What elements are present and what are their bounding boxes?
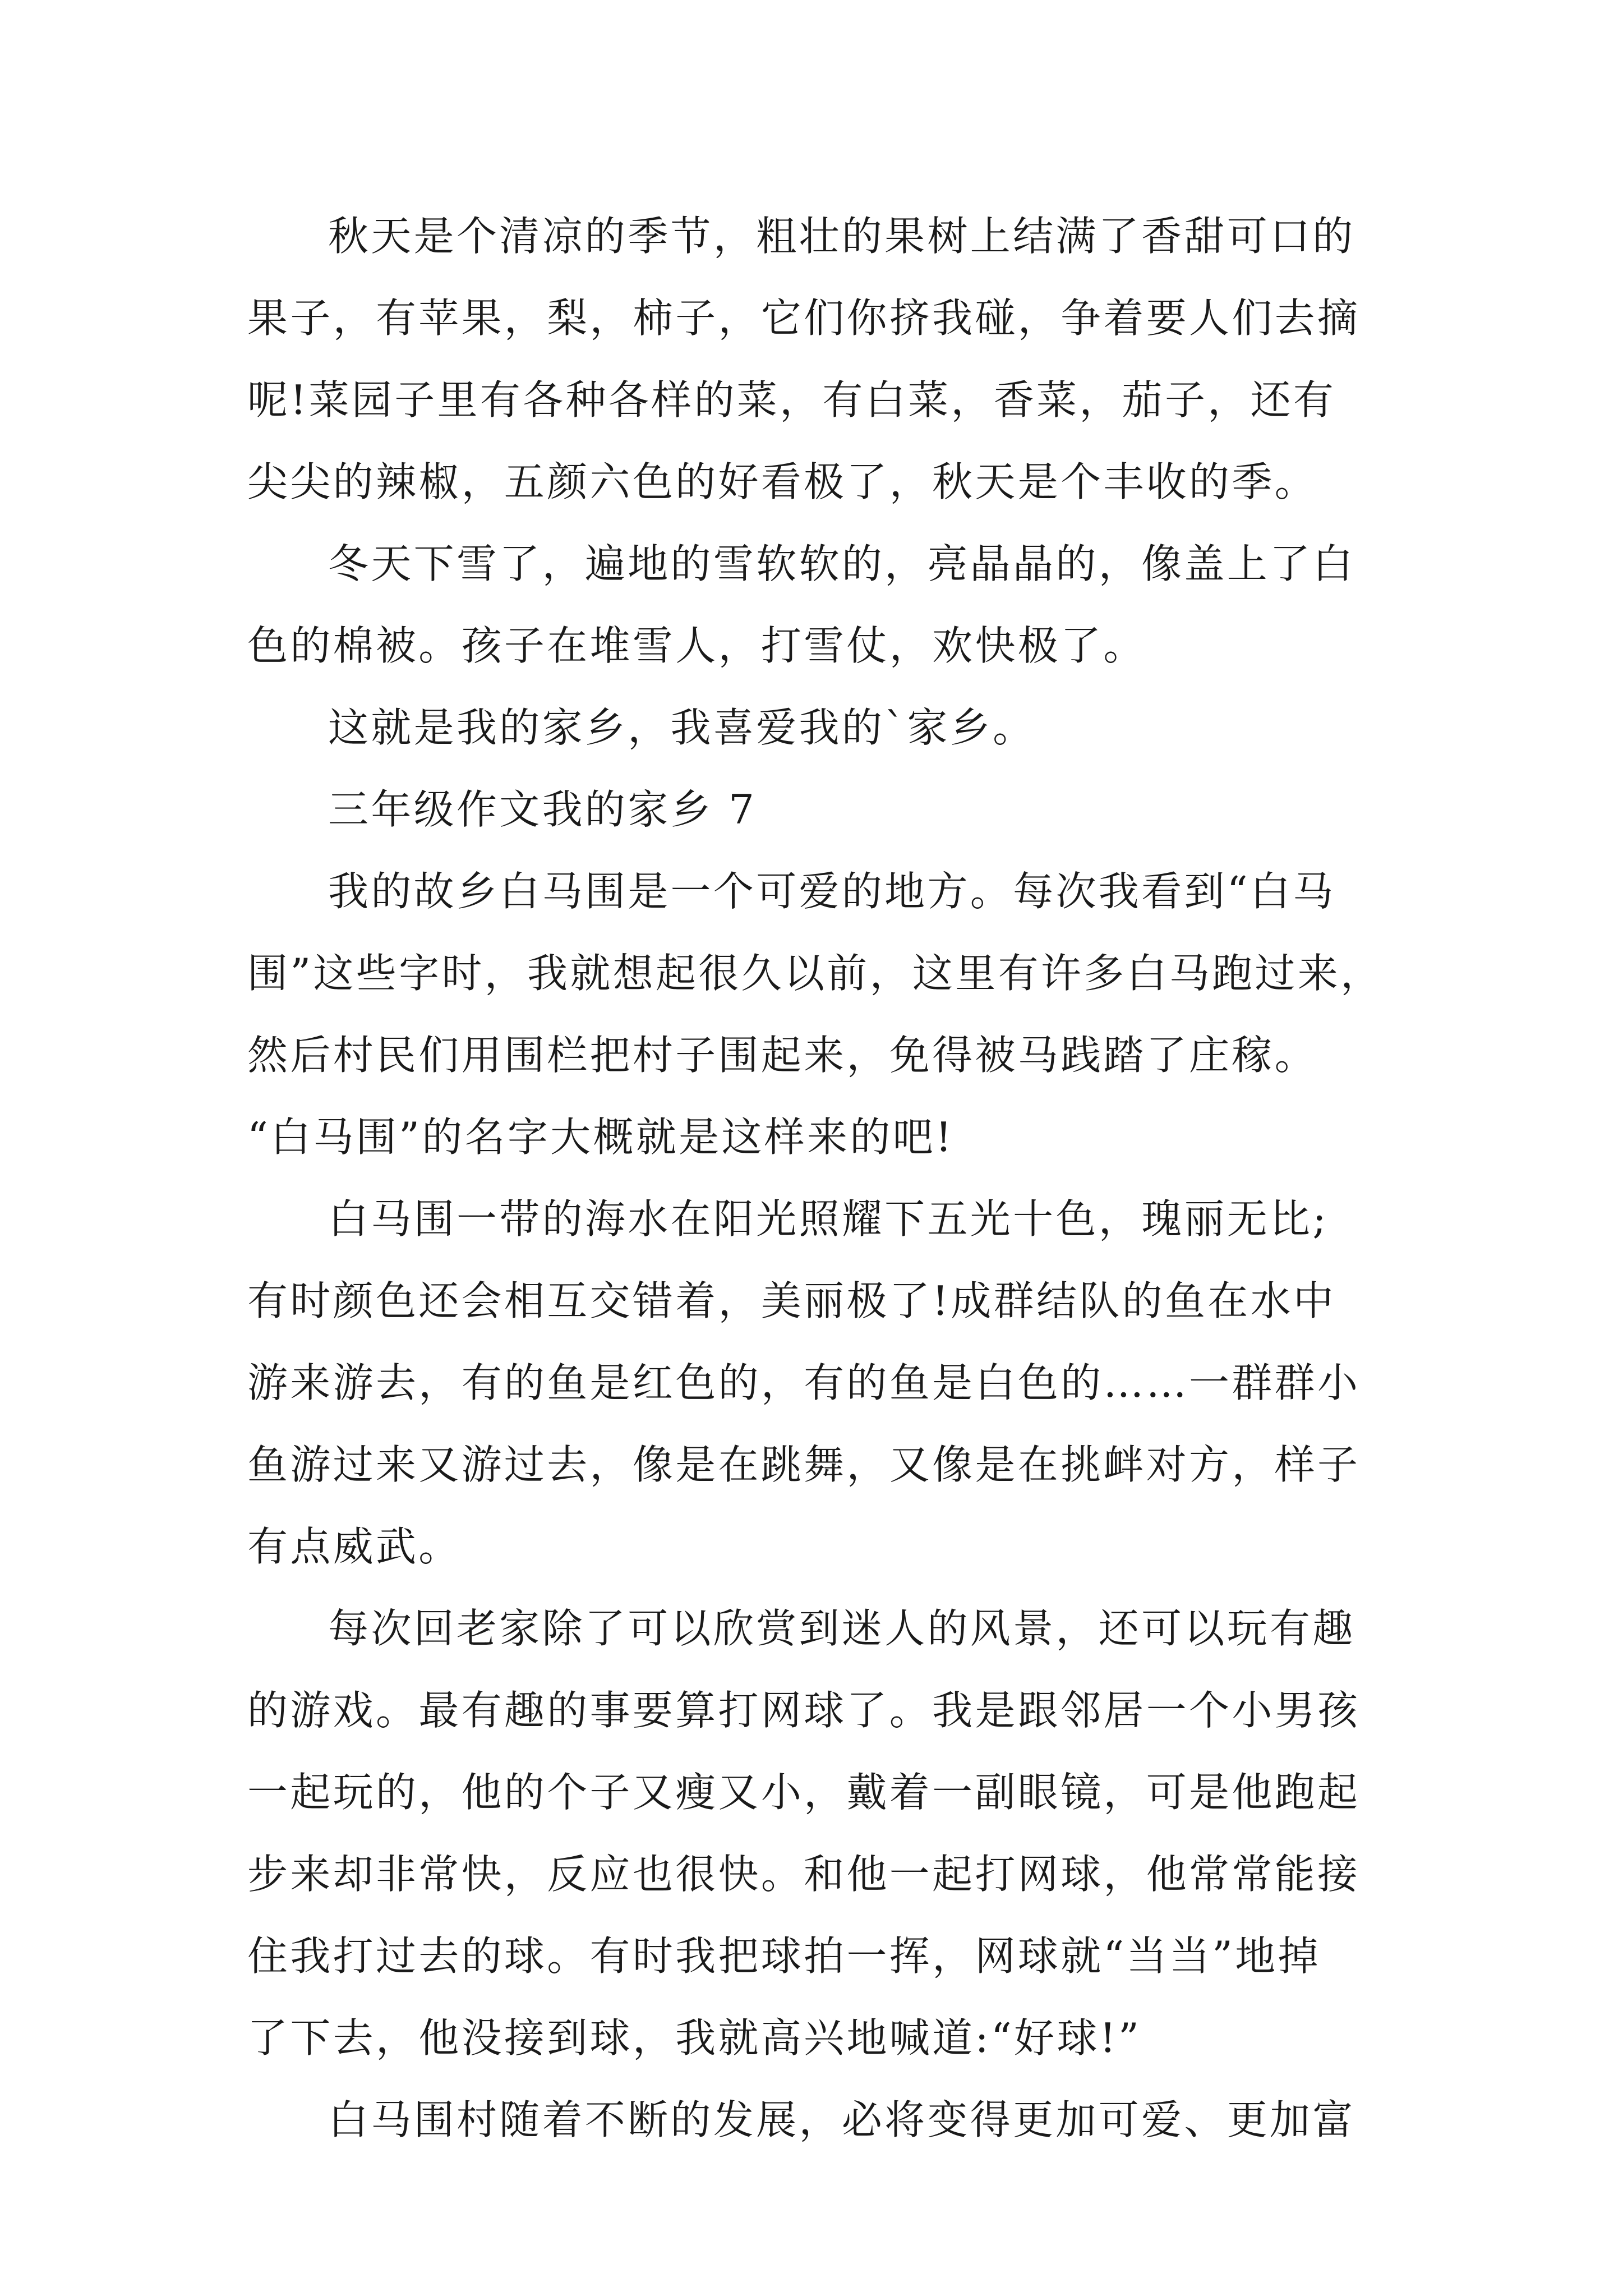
text-line: 呢!菜园子里有各种各样的菜，有白菜，香菜，茄子，还有	[247, 376, 1336, 424]
text-line: 一起玩的，他的个子又瘦又小，戴着一副眼镜，可是他跑起	[247, 1769, 1361, 1816]
text-line: 白马围一带的海水在阳光照耀下五光十色，瑰丽无比;	[328, 1195, 1329, 1243]
paragraph-hometown-love	[247, 687, 1386, 769]
text-line: 游来游去，有的鱼是红色的，有的鱼是白色的……一群群小	[247, 1359, 1361, 1406]
text-line: 每次回老家除了可以欣赏到迷人的风景，还可以玩有趣	[328, 1605, 1355, 1652]
text-line: 秋天是个清凉的季节，粗壮的果树上结满了香甜可口的	[328, 213, 1355, 260]
paragraph-autumn	[247, 195, 1386, 523]
essay-title	[247, 769, 1386, 850]
paragraph-winter	[247, 523, 1386, 687]
document-body	[247, 195, 1386, 2161]
text-line: 的游戏。最有趣的事要算打网球了。我是跟邻居一个小男孩	[247, 1687, 1361, 1734]
text-line: 有时颜色还会相互交错着，美丽极了!成群结队的鱼在水中	[247, 1277, 1336, 1324]
text-line: 我的故乡白马围是一个可爱的地方。每次我看到“白马	[328, 868, 1336, 915]
text-line: 白马围村随着不断的发展，必将变得更加可爱、更加富	[328, 2096, 1355, 2143]
text-line: 冬天下雪了，遍地的雪软软的，亮晶晶的，像盖上了白	[328, 540, 1355, 587]
paragraph-tennis	[247, 1588, 1386, 2079]
text-line: 尖尖的辣椒，五颜六色的好看极了，秋天是个丰收的季。	[247, 458, 1318, 505]
text-line: 色的棉被。孩子在堆雪人，打雪仗，欢快极了。	[247, 622, 1146, 669]
text-line: 这就是我的家乡，我喜爱我的`家乡。	[328, 704, 1036, 751]
paragraph-sea	[247, 1178, 1386, 1588]
text-line: 了下去，他没接到球，我就高兴地喊道:“好球!”	[247, 2014, 1142, 2062]
text-line: 住我打过去的球。有时我把球拍一挥，网球就“当当”地掉	[247, 1932, 1321, 1980]
paragraph-baimawei-intro	[247, 850, 1386, 1178]
text-line: 步来却非常快，反应也很快。和他一起打网球，他常常能接	[247, 1851, 1361, 1898]
text-line: 有点威武。	[247, 1523, 462, 1570]
paragraph-future	[247, 2079, 1386, 2161]
text-line: 果子，有苹果，梨，柿子，它们你挤我碰，争着要人们去摘	[247, 295, 1361, 342]
text-line: 鱼游过来又游过去，像是在跳舞，又像是在挑衅对方，样子	[247, 1441, 1361, 1488]
text-line: 然后村民们用围栏把村子围起来，免得被马践踏了庄稼。	[247, 1032, 1318, 1079]
text-line: “白马围”的名字大概就是这样来的吧!	[247, 1114, 955, 1161]
heading-line: 三年级作文我的家乡 7	[328, 786, 757, 833]
text-line: 围”这些字时，我就想起很久以前，这里有许多白马跑过来，	[247, 950, 1384, 997]
